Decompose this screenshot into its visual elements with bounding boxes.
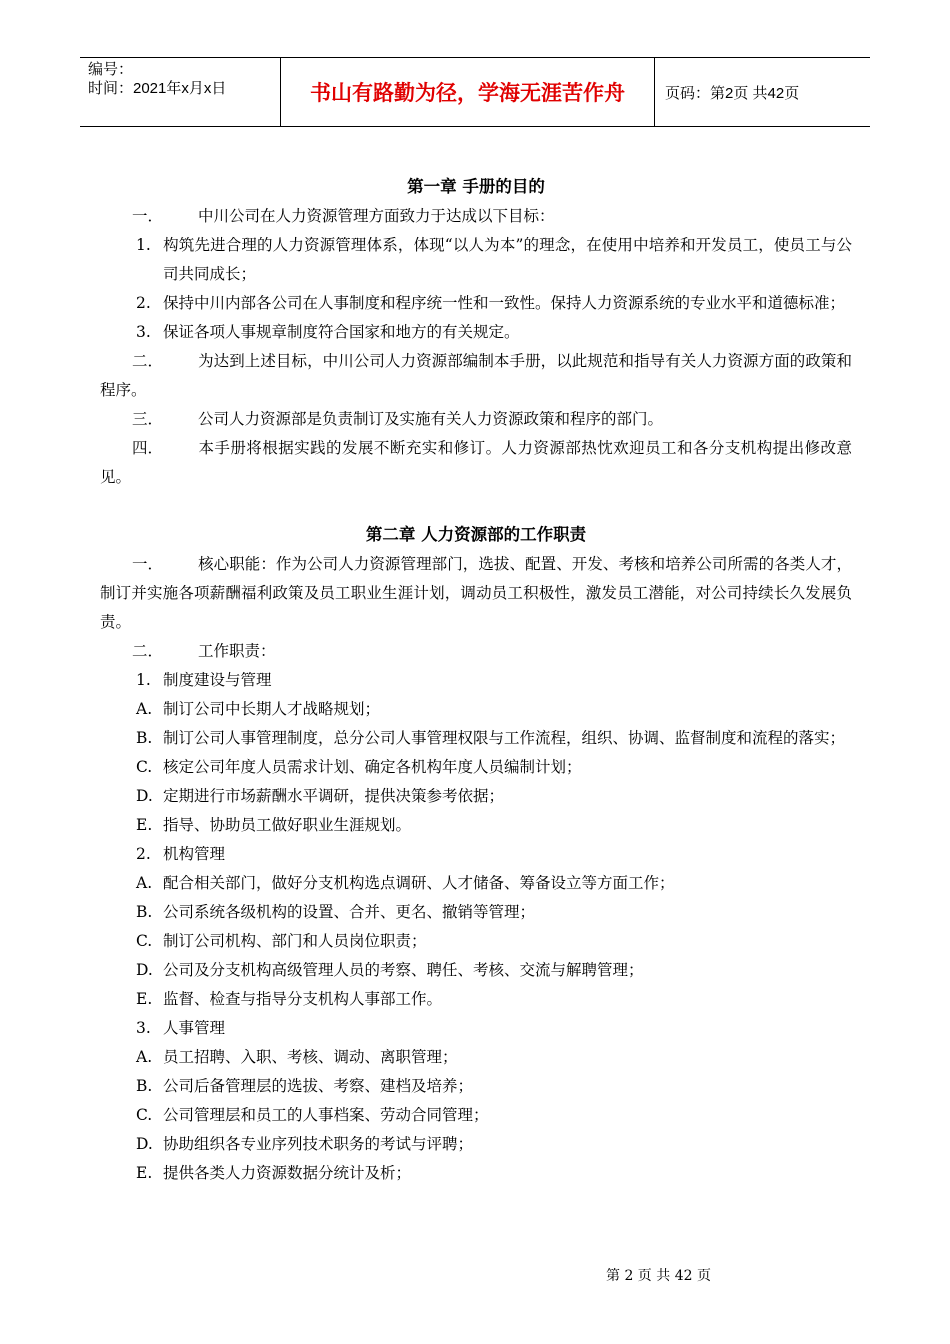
section-title: 机构管理 bbox=[163, 845, 226, 863]
list-item bbox=[100, 782, 852, 811]
list-text: 协助组织各专业序列技术职务的考试与评聘； bbox=[163, 1135, 474, 1153]
header-page-info: 页码：第2页 共42页 bbox=[665, 84, 800, 102]
list-marker: A. bbox=[136, 874, 153, 892]
section-heading bbox=[100, 666, 852, 695]
list-text: 公司系统各级机构的设置、合并、更名、撤销等管理； bbox=[163, 903, 536, 921]
list-marker: C. bbox=[136, 1106, 153, 1124]
list-marker: D. bbox=[136, 961, 153, 979]
chapter-2-paragraph-1 bbox=[100, 550, 852, 637]
list-text: 公司后备管理层的选拔、考察、建档及培养； bbox=[163, 1077, 474, 1095]
list-text: 公司及分支机构高级管理人员的考察、聘任、考核、交流与解聘管理； bbox=[163, 961, 644, 979]
paragraph-text: 中川公司在人力资源管理方面致力于达成以下目标： bbox=[198, 207, 555, 225]
list-marker: B. bbox=[136, 1077, 153, 1095]
list-item bbox=[100, 1072, 852, 1101]
list-marker: 2. bbox=[136, 294, 151, 312]
header-motto: 书山有路勤为径，学海无涯苦作舟 bbox=[281, 58, 655, 126]
section-title: 制度建设与管理 bbox=[163, 671, 272, 689]
list-item bbox=[100, 956, 852, 985]
list-text: 核定公司年度人员需求计划、确定各机构年度人员编制计划； bbox=[163, 758, 582, 776]
list-marker: A. bbox=[136, 700, 153, 718]
list-marker: 3. bbox=[136, 1019, 151, 1037]
list-item bbox=[100, 1130, 852, 1159]
id-label: 编号： bbox=[88, 61, 134, 78]
date-label: 时间：2021年x月x日 bbox=[88, 80, 227, 97]
paragraph-text: 本手册将根据实践的发展不断充实和修订。人力资源部热忱欢迎员工和各分支机构提出修改意见。 bbox=[100, 439, 852, 486]
list-item bbox=[100, 1043, 852, 1072]
list-text: 制订公司中长期人才战略规划； bbox=[163, 700, 381, 718]
chapter-1-title: 第一章 手册的目的 bbox=[407, 177, 545, 196]
list-text: 公司管理层和员工的人事档案、劳动合同管理； bbox=[163, 1106, 489, 1124]
paragraph-text: 为达到上述目标，中川公司人力资源部编制本手册，以此规范和指导有关人力资源方面的政策和程序。 bbox=[100, 352, 852, 399]
list-text: 保证各项人事规章制度符合国家和地方的有关规定。 bbox=[163, 323, 520, 341]
paragraph-number: 二． bbox=[132, 352, 164, 370]
list-item bbox=[100, 898, 852, 927]
list-text: 制订公司人事管理制度，总分公司人事管理权限与工作流程，组织、协调、监督制度和流程的落实； bbox=[163, 729, 846, 747]
list-marker: E. bbox=[136, 990, 153, 1008]
list-item bbox=[100, 811, 852, 840]
list-marker: 2. bbox=[136, 845, 151, 863]
section-heading bbox=[100, 1014, 852, 1043]
list-marker: E. bbox=[136, 816, 153, 834]
list-marker: 1. bbox=[136, 671, 151, 689]
list-item bbox=[100, 1101, 852, 1130]
chapter-1-paragraph-3 bbox=[100, 405, 852, 434]
paragraph-text: 核心职能：作为公司人力资源管理部门，选拔、配置、开发、考核和培养公司所需的各类人才，制订并实施各项薪酬福利政策及员工职业生涯计划，调动员工积极性，激发员工潜能，对公司持续长久发展负责。 bbox=[100, 555, 852, 631]
list-item bbox=[100, 927, 852, 956]
list-marker: 3. bbox=[136, 323, 151, 341]
list-text: 提供各类人力资源数据分统计及析； bbox=[163, 1164, 412, 1182]
list-marker: D. bbox=[136, 1135, 153, 1153]
paragraph-number: 四． bbox=[132, 439, 164, 457]
list-text: 指导、协助员工做好职业生涯规划。 bbox=[163, 816, 412, 834]
list-item bbox=[100, 985, 852, 1014]
list-item bbox=[100, 231, 852, 289]
paragraph-number: 三． bbox=[132, 410, 164, 428]
list-marker: A. bbox=[136, 1048, 153, 1066]
list-item bbox=[100, 289, 852, 318]
list-text: 监督、检查与指导分支机构人事部工作。 bbox=[163, 990, 443, 1008]
chapter-1-paragraph-1 bbox=[100, 202, 852, 231]
list-text: 定期进行市场薪酬水平调研，提供决策参考依据； bbox=[163, 787, 505, 805]
section-title: 人事管理 bbox=[163, 1019, 226, 1037]
paragraph-number: 一． bbox=[132, 207, 164, 225]
chapter-2-title: 第二章 人力资源部的工作职责 bbox=[365, 525, 587, 544]
chapter-1-paragraph-4 bbox=[100, 434, 852, 492]
list-text: 制订公司机构、部门和人员岗位职责； bbox=[163, 932, 427, 950]
list-marker: D. bbox=[136, 787, 153, 805]
list-text: 员工招聘、入职、考核、调动、离职管理； bbox=[163, 1048, 458, 1066]
list-item bbox=[100, 318, 852, 347]
header-meta bbox=[80, 58, 281, 126]
chapter-1-paragraph-2 bbox=[100, 347, 852, 405]
chapter-2-paragraph-2 bbox=[100, 637, 852, 666]
paragraph-number: 一． bbox=[132, 555, 164, 573]
paragraph-text: 工作职责： bbox=[198, 642, 276, 660]
list-marker: C. bbox=[136, 758, 153, 776]
list-item bbox=[100, 753, 852, 782]
list-text: 保持中川内部各公司在人事制度和程序统一性和一致性。保持人力资源系统的专业水平和道德标准； bbox=[163, 294, 846, 312]
document-header bbox=[80, 57, 870, 127]
list-marker: E. bbox=[136, 1164, 153, 1182]
list-text: 配合相关部门，做好分支机构选点调研、人才储备、筹备设立等方面工作； bbox=[163, 874, 675, 892]
page-footer: 第 2 页 共 42 页 bbox=[606, 1268, 711, 1284]
list-marker: B. bbox=[136, 729, 153, 747]
list-item bbox=[100, 724, 852, 753]
paragraph-number: 二． bbox=[132, 642, 164, 660]
document-body bbox=[100, 172, 852, 1188]
list-item bbox=[100, 1159, 852, 1188]
list-item bbox=[100, 869, 852, 898]
section-heading bbox=[100, 840, 852, 869]
list-marker: 1. bbox=[136, 236, 151, 254]
list-item bbox=[100, 695, 852, 724]
paragraph-text: 公司人力资源部是负责制订及实施有关人力资源政策和程序的部门。 bbox=[198, 410, 664, 428]
list-text: 构筑先进合理的人力资源管理体系，体现“以人为本”的理念，在使用中培养和开发员工，使员工与公司共同成长； bbox=[163, 236, 852, 283]
list-marker: C. bbox=[136, 932, 153, 950]
list-marker: B. bbox=[136, 903, 153, 921]
